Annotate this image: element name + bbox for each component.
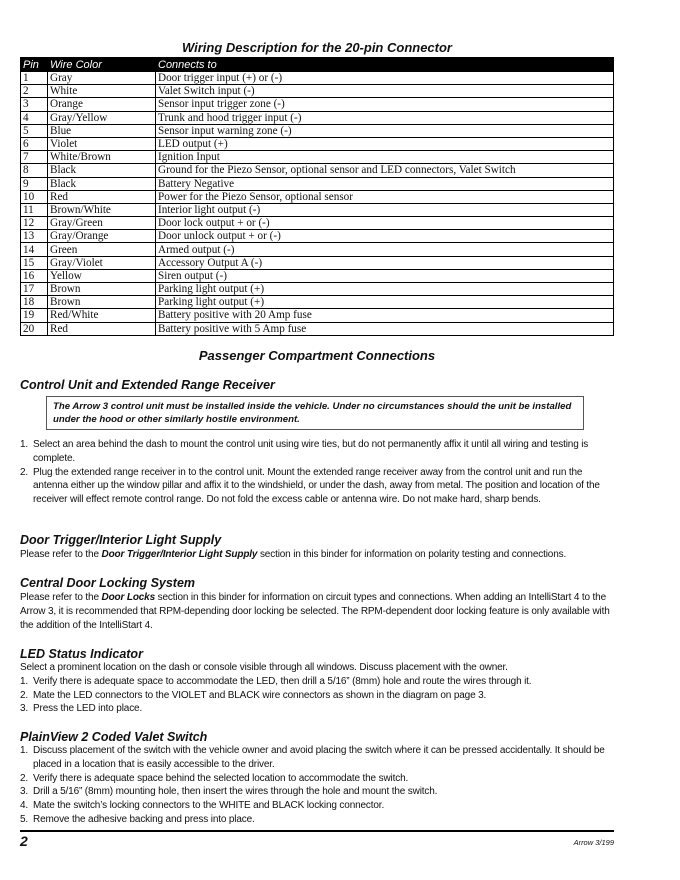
- table-row: [21, 190, 614, 203]
- table-row: [21, 309, 614, 322]
- connects-to-cell: Battery positive with 5 Amp fuse: [156, 322, 614, 335]
- wire-color-cell: Gray: [48, 72, 156, 85]
- list-item: 5. Remove the adhesive backing and press into place.: [20, 813, 255, 825]
- connects-to-cell: LED output (+): [156, 137, 614, 150]
- wire-color-cell: Brown: [48, 283, 156, 296]
- control-unit-steps: [20, 438, 620, 507]
- col-pin-header: Pin: [21, 58, 48, 72]
- connects-to-cell: Door lock output + or (-): [156, 217, 614, 230]
- pin-cell: 12: [21, 217, 48, 230]
- wire-color-cell: Brown/White: [48, 203, 156, 216]
- connects-to-cell: Sensor input warning zone (-): [156, 124, 614, 137]
- valet-heading: PlainView 2 Coded Valet Switch: [20, 730, 208, 744]
- warning-box: The Arrow 3 control unit must be installed inside the vehicle. Under no circumstances should the unit be installed under the hood or other similarly hostile environment.: [46, 396, 584, 430]
- connects-to-cell: Battery Negative: [156, 177, 614, 190]
- central-locking-text: Please refer to the Door Locks section in this binder for information on circuit types and connections. When adding an IntelliStart 4 to the Arrow 3, it is recommended that RPM-depending door locking be selected. The RPM-dependent door locking feature is only available with the addition of the IntelliStart 4.: [20, 592, 610, 631]
- page-number: 2: [20, 833, 28, 849]
- valet-steps: [20, 744, 620, 827]
- connects-to-cell: Siren output (-): [156, 269, 614, 282]
- list-item: 3. Drill a 5/16” (8mm) mounting hole, then insert the wires through the hole and mount the switch.: [20, 786, 438, 798]
- table-row: [21, 164, 614, 177]
- table-body: [21, 72, 614, 336]
- pin-cell: 2: [21, 85, 48, 98]
- pin-cell: 3: [21, 98, 48, 111]
- pin-cell: 5: [21, 124, 48, 137]
- pin-cell: 18: [21, 296, 48, 309]
- pin-cell: 10: [21, 190, 48, 203]
- pin-cell: 19: [21, 309, 48, 322]
- connects-to-cell: Ground for the Piezo Sensor, optional sensor and LED connectors, Valet Switch: [156, 164, 614, 177]
- wire-color-cell: Brown: [48, 296, 156, 309]
- footer-rule: [20, 830, 614, 832]
- wire-color-cell: Yellow: [48, 269, 156, 282]
- table-row: [21, 72, 614, 85]
- pin-cell: 7: [21, 151, 48, 164]
- wire-color-cell: Red: [48, 322, 156, 335]
- table-header-row: [21, 58, 614, 72]
- connects-to-cell: Door trigger input (+) or (-): [156, 72, 614, 85]
- list-item: 1. Select an area behind the dash to mount the control unit using wire ties, but do not permanently affix it until all wiring and testing is complete.: [20, 439, 589, 464]
- table-row: [21, 269, 614, 282]
- led-steps: [20, 675, 620, 716]
- connects-to-cell: Sensor input trigger zone (-): [156, 98, 614, 111]
- pin-cell: 11: [21, 203, 48, 216]
- table-row: [21, 322, 614, 335]
- wire-color-cell: Black: [48, 164, 156, 177]
- list-item: 3. Press the LED into place.: [20, 703, 143, 715]
- connects-to-cell: Battery positive with 20 Amp fuse: [156, 309, 614, 322]
- table-row: [21, 111, 614, 124]
- table-row: [21, 151, 614, 164]
- doc-reference: Arrow 3/199: [573, 838, 614, 847]
- list-item: 2. Plug the extended range receiver in to the control unit. Mount the extended range receiver away from the control unit and run the antenna either up the window pillar and affix it to the windshield, or under the dash, away from metal. The position and location of the receiver will effect remote control range. Do not fold the excess cable or antenna wire. Do not make hard, sharp bends.: [20, 466, 600, 506]
- list-item: 4. Mate the switch’s locking connectors to the WHITE and BLACK locking connector.: [20, 800, 385, 812]
- control-unit-heading: Control Unit and Extended Range Receiver: [20, 378, 275, 392]
- pin-cell: 13: [21, 230, 48, 243]
- pin-cell: 15: [21, 256, 48, 269]
- table-row: [21, 124, 614, 137]
- connects-to-cell: Parking light output (+): [156, 296, 614, 309]
- wire-color-cell: Red/White: [48, 309, 156, 322]
- pin-cell: 6: [21, 137, 48, 150]
- wire-color-cell: Red: [48, 190, 156, 203]
- table-row: [21, 203, 614, 216]
- table-row: [21, 137, 614, 150]
- wire-color-cell: Orange: [48, 98, 156, 111]
- wire-color-cell: Violet: [48, 137, 156, 150]
- table-row: [21, 256, 614, 269]
- wire-color-cell: Black: [48, 177, 156, 190]
- wire-color-cell: Gray/Yellow: [48, 111, 156, 124]
- wire-color-cell: White/Brown: [48, 151, 156, 164]
- pin-cell: 17: [21, 283, 48, 296]
- connects-to-cell: Valet Switch input (-): [156, 85, 614, 98]
- wire-color-cell: Gray/Violet: [48, 256, 156, 269]
- connects-to-cell: Trunk and hood trigger input (-): [156, 111, 614, 124]
- table-row: [21, 243, 614, 256]
- pin-cell: 1: [21, 72, 48, 85]
- connects-to-cell: Interior light output (-): [156, 203, 614, 216]
- connects-to-cell: Ignition Input: [156, 151, 614, 164]
- col-connects-header: Connects to: [156, 58, 614, 72]
- door-trigger-heading: Door Trigger/Interior Light Supply: [20, 533, 222, 547]
- wire-color-cell: White: [48, 85, 156, 98]
- list-item: 1. Discuss placement of the switch with the vehicle owner and avoid placing the switch where it can be pressed accidentally. It should be placed in a location that is easily accessible to the driver.: [20, 745, 605, 770]
- table-row: [21, 177, 614, 190]
- wire-color-cell: Blue: [48, 124, 156, 137]
- pin-cell: 20: [21, 322, 48, 335]
- table-row: [21, 217, 614, 230]
- table-row: [21, 98, 614, 111]
- table-row: [21, 283, 614, 296]
- pin-cell: 4: [21, 111, 48, 124]
- wire-color-cell: Gray/Orange: [48, 230, 156, 243]
- led-intro: Select a prominent location on the dash or console visible through all windows. Discuss placement with the owner.: [20, 662, 508, 673]
- list-item: 2. Verify there is adequate space behind the selected location to accommodate the switch.: [20, 772, 409, 784]
- wire-color-cell: Gray/Green: [48, 217, 156, 230]
- central-locking-heading: Central Door Locking System: [20, 576, 196, 590]
- table-row: [21, 296, 614, 309]
- door-trigger-text: Please refer to the Door Trigger/Interior Light Supply section in this binder for information on polarity testing and connections.: [20, 549, 567, 560]
- pin-cell: 14: [21, 243, 48, 256]
- led-text: [20, 661, 620, 716]
- wire-color-cell: Green: [48, 243, 156, 256]
- pin-cell: 16: [21, 269, 48, 282]
- connects-to-cell: Parking light output (+): [156, 283, 614, 296]
- wiring-table: [20, 57, 614, 336]
- connects-to-cell: Door unlock output + or (-): [156, 230, 614, 243]
- connects-to-cell: Armed output (-): [156, 243, 614, 256]
- led-heading: LED Status Indicator: [20, 647, 143, 661]
- table-title: Wiring Description for the 20-pin Connector: [181, 40, 452, 55]
- section-title: Passenger Compartment Connections: [198, 348, 436, 363]
- pin-cell: 9: [21, 177, 48, 190]
- col-wire-color-header: Wire Color: [48, 58, 156, 72]
- list-item: 2. Mate the LED connectors to the VIOLET and BLACK wire connectors as shown in the diagram on page 3.: [20, 689, 487, 701]
- list-item: 1. Verify there is adequate space to accommodate the LED, then drill a 5/16” (8mm) hole and route the wires through it.: [20, 675, 532, 687]
- connects-to-cell: Accessory Output A (-): [156, 256, 614, 269]
- pin-cell: 8: [21, 164, 48, 177]
- table-row: [21, 230, 614, 243]
- connects-to-cell: Power for the Piezo Sensor, optional sensor: [156, 190, 614, 203]
- table-row: [21, 85, 614, 98]
